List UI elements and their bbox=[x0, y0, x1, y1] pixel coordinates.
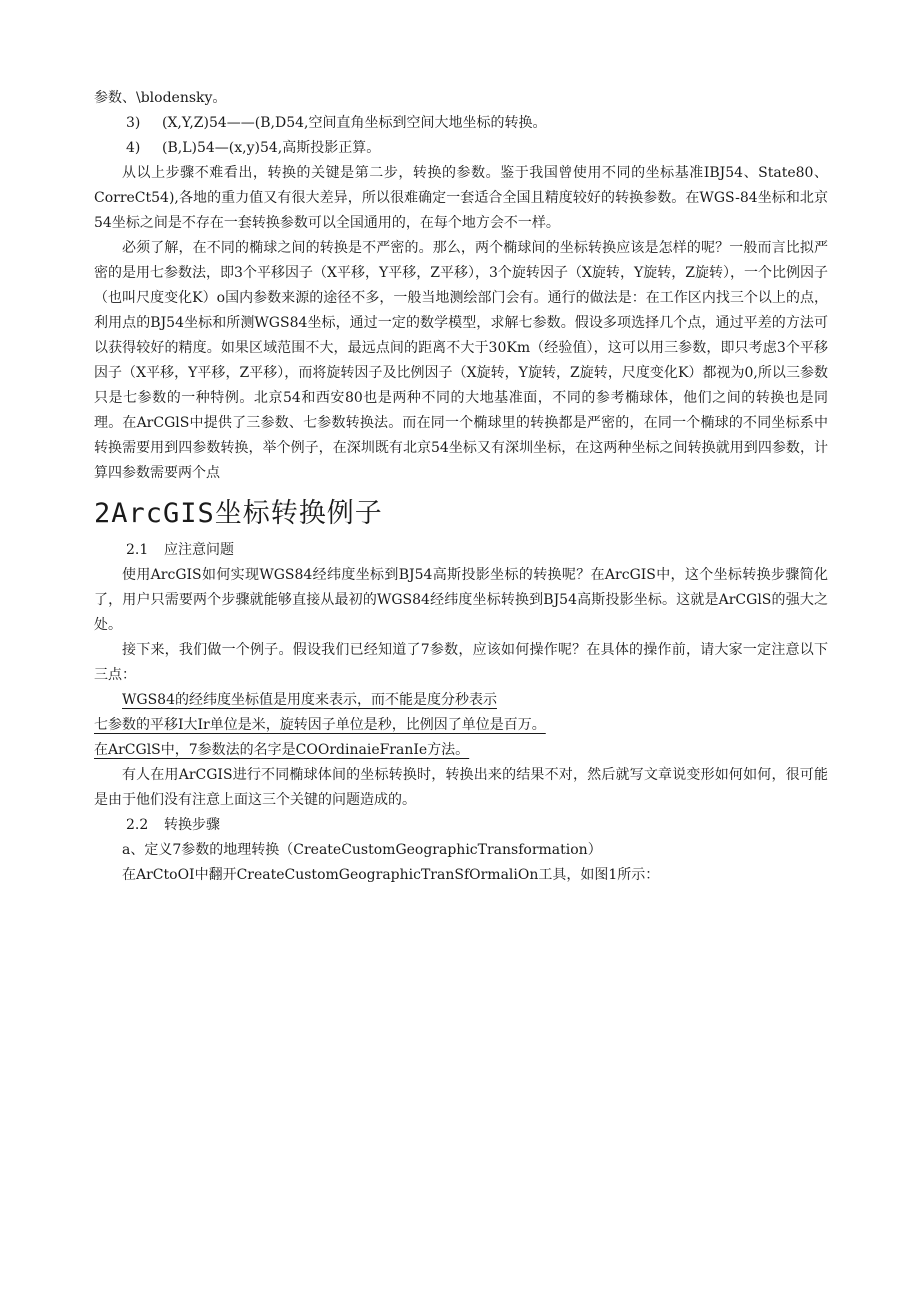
subsection-2-1 bbox=[94, 538, 828, 563]
paragraph-next: 接下来，我们做一个例子。假设我们已经知道了7参数，应该如何操作呢？在具体的操作前，请大家一定注意以下三点： bbox=[94, 642, 828, 683]
note-3 bbox=[94, 738, 828, 763]
subsection-2-2 bbox=[94, 813, 828, 838]
step-4 bbox=[94, 136, 828, 161]
step-3-number: 3) bbox=[126, 115, 141, 131]
step-4-text: (B,L)54—(x,y)54,高斯投影正算。 bbox=[162, 140, 381, 156]
subsection-2-1-number: 2.1 bbox=[126, 542, 149, 558]
paragraph-params: 参数、\blodensky。 bbox=[94, 90, 227, 106]
section-heading: 2ArcGIS坐标转换例子 bbox=[94, 498, 383, 529]
paragraph-ellipsoid: 必须了解，在不同的椭球之间的转换是不严密的。那么，两个椭球间的坐标转换应该是怎样的呢？一般而言比拟严密的是用七参数法，即3个平移因子（X平移，Y平移，Z平移），3个旋转因子（X旋转，Y旋转，Z旋转），一个比例因子（也叫尺度变化K）o国内参数来源的途径不多，一般当地测绘部门会有。通行的做法是：在工作区内找三个以上的点，利用点的BJ54坐标和所测WGS84坐标，通过一定的数学模型，求解七参数。假设多项选择几个点，通过平差的方法可以获得较好的精度。如果区域范围不大，最远点间的距离不大于30Km（经验值），这可以用三参数，即只考虑3个平移因子（X平移，Y平移，Z平移），而将旋转因子及比例因子（X旋转，Y旋转，Z旋转，尺度变化K）都视为0,所以三参数只是七参数的一种特例。北京54和西安80也是两种不同的大地基准面，不同的参考椭球体，他们之间的转换也是同理。在ArCGlS中提供了三参数、七参数转换法。而在同一个椭球里的转换都是严密的，在同一个椭球的不同坐标系中转换需要用到四参数转换，举个例子，在深圳既有北京54坐标又有深圳坐标，在这两种坐标之间转换就用到四参数，计算四参数需要两个点 bbox=[94, 240, 828, 481]
paragraph-how: 使用ArcGIS如何实现WGS84经纬度坐标到BJ54高斯投影坐标的转换呢？在ArcGIS中，这个坐标转换步骤简化了，用户只需要两个步骤就能够直接从最初的WGS84经纬度坐标转换到BJ54高斯投影坐标。这就是ArCGlS的强大之处。 bbox=[94, 567, 828, 633]
paragraph-open-tool: 在ArCtoOI中翻开CreateCustomGeographicTranSfOrmaliOn工具，如图1所示： bbox=[122, 867, 660, 883]
subsection-2-1-title: 应注意问题 bbox=[164, 542, 234, 558]
step-3 bbox=[94, 111, 828, 136]
step-3-text: (X,Y,Z)54——(B,D54,空间直角坐标到空间大地坐标的转换。 bbox=[162, 115, 547, 131]
note-3-text: 在ArCGlS中，7参数法的名字是COOrdinaieFranIe方法。 bbox=[94, 742, 470, 758]
note-1 bbox=[94, 688, 828, 713]
note-2 bbox=[94, 713, 828, 738]
paragraph-key-step: 从以上步骤不难看出，转换的关键是第二步，转换的参数。鉴于我国曾使用不同的坐标基准IBJ54、State80、CorreCt54),各地的重力值又有很大差异，所以很难确定一套适合全国且精度较好的转换参数。在WGS-84坐标和北京54坐标之间是不存在一套转换参数可以全国通用的，在每个地方会不一样。 bbox=[94, 165, 828, 231]
paragraph-some-people: 有人在用ArCGIS进行不同椭球体间的坐标转换时，转换出来的结果不对，然后就写文章说变形如何如何，很可能是由于他们没有注意上面这三个关键的问题造成的。 bbox=[94, 767, 828, 808]
paragraph-step-a: a、定义7参数的地理转换（CreateCustomGeographicTransformation） bbox=[122, 842, 602, 858]
document-body bbox=[94, 86, 828, 888]
note-1-text: WGS84的经纬度坐标值是用度来表示，而不能是度分秒表示 bbox=[122, 692, 497, 708]
step-4-number: 4) bbox=[126, 140, 141, 156]
subsection-2-2-number: 2.2 bbox=[126, 817, 149, 833]
note-2-text: 七参数的平移I大Ir单位是米，旋转因子单位是秒，比例因了单位是百万。 bbox=[94, 717, 546, 733]
subsection-2-2-title: 转换步骤 bbox=[164, 817, 220, 833]
